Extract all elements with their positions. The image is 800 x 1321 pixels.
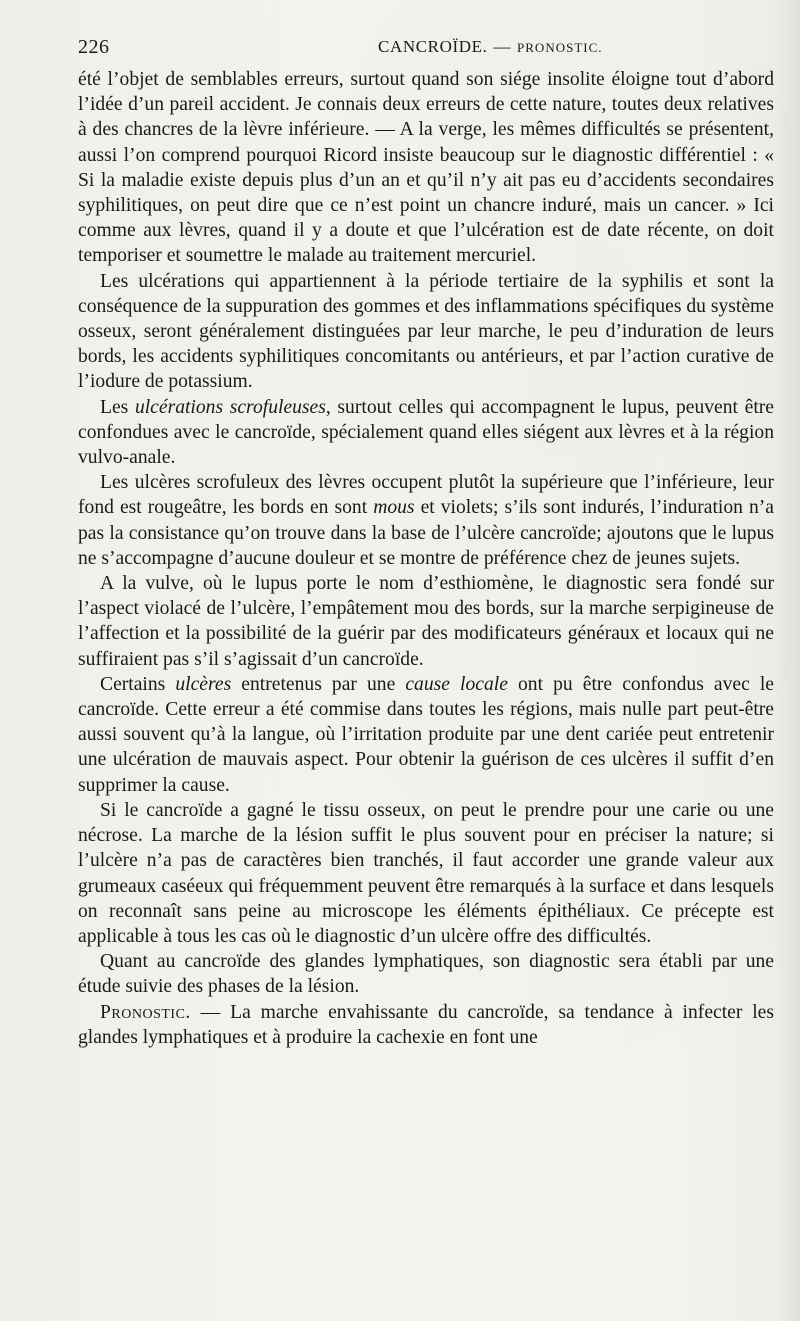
paragraph-6-rest: ont pu être confondus avec le cancroïde. Cette erreur a été commise dans toutes les régions, mais nulle part peut-être aussi souvent qu’à la langue, où l’irritation produite par une dent cariée peut entretenir une ulcération de mauvais aspect. Pour obtenir la guérison de ces ulcères il suffit d’en supprimer la cause. xyxy=(78,673,774,796)
paragraph-3-rest: , surtout celles qui accompagnent le lupus, peuvent être confondues avec le cancroïde, spécialement quand elles siégent aux lèvres et à la région vulvo-anale. xyxy=(78,396,774,469)
paragraph-6-italic-1: ulcères xyxy=(175,673,232,695)
running-title xyxy=(378,37,603,57)
paragraph-4-italic: mous xyxy=(373,497,415,519)
body-text xyxy=(78,67,774,1050)
section-label-pronostic: Pronostic. xyxy=(100,1001,191,1023)
paragraph-3-italic: ulcérations scrofuleuses xyxy=(134,396,326,418)
paragraph-6-start: Certains xyxy=(100,673,176,695)
paragraph-8: Quant au cancroïde des glandes lymphatiques, son diagnostic sera établi par une étude suivie des phases de la lésion. xyxy=(78,951,774,998)
page-number: 226 xyxy=(78,36,110,58)
page-edge-shadow xyxy=(774,0,800,1321)
chapter-title: CANCROÏDE. xyxy=(378,37,488,56)
paragraph-7: Si le cancroïde a gagné le tissu osseux, on peut le prendre pour une carie ou une nécrose. La marche de la lésion suffit le plus souvent pour en préciser la nature; si l’ulcère n’a pas de caractères bien tranchés, il faut accorder une grande valeur aux grumeaux caséeux qui fréquemment peuvent être remarqués à la surface et dans lesquels on reconnaît sans peine au microscope les éléments épithéliaux. Ce précepte est applicable à tous les cas où le diagnostic d’un ulcère offre des difficultés. xyxy=(78,799,774,947)
paragraph-9-rest: — La marche envahissante du cancroïde, sa tendance à infecter les glandes lymphatiques et à produire la cachexie en font une xyxy=(78,1001,774,1048)
paragraph-2: Les ulcérations qui appartiennent à la période tertiaire de la syphilis et sont la conséquence de la suppuration des gommes et des inflammations spécifiques du système osseux, seront généralement distinguées par leur marche, le peu d’induration de leurs bords, les accidents syphilitiques concomitants ou antérieurs, et par l’action curative de l’iodure de potassium. xyxy=(78,270,774,393)
paragraph-6 xyxy=(78,672,774,798)
paragraph-4-start: Les ulcères scrofuleux des lèvres occupent plutôt la supérieure que l’inférieure, leur fond est rougeâtre, les bords en sont xyxy=(78,472,774,519)
title-separator: — xyxy=(493,37,512,56)
section-title: PRONOSTIC. xyxy=(517,40,603,55)
running-head xyxy=(78,36,774,60)
paragraph-9 xyxy=(78,1000,774,1050)
paragraph-6-italic-2: cause locale xyxy=(405,673,508,695)
paragraph-1: été l’objet de semblables erreurs, surtout quand son siége insolite éloigne tout d’abord l’idée d’un pareil accident. Je connais deux erreurs de cette nature, toutes deux relatives à des chancres de la lèvre inférieure. — A la verge, les mêmes difficultés se présentent, aussi l’on comprend pourquoi Ricord insiste beaucoup sur le diagnostic différentiel : « Si la maladie existe depuis plus d’un an et qu’il n’y ait pas eu d’accidents secondaires syphilitiques, on peut dire que ce n’est point un chancre induré, mais un cancer. » Ici comme aux lèvres, quand il y a doute et que l’ulcération est de date récente, on doit temporiser et soumettre le malade au traitement mercuriel. xyxy=(78,69,774,267)
paragraph-3 xyxy=(78,395,774,471)
paragraph-4 xyxy=(78,470,774,571)
paragraph-5: A la vulve, où le lupus porte le nom d’esthiomène, le diagnostic sera fondé sur l’aspect violacé de l’ulcère, l’empâtement mou des bords, sur la marche serpigineuse de l’affection et la possibilité de la guérir par des modificateurs généraux et locaux qui ne suffiraient pas s’il s’agissait d’un cancroïde. xyxy=(78,573,774,670)
paragraph-4-rest: et violets; s’ils sont indurés, l’induration n’a pas la consistance qu’on trouve dans la base de l’ulcère cancroïde; ajoutons que le lupus ne s’accompagne d’aucune douleur et se montre de préférence chez de jeunes sujets. xyxy=(78,497,774,569)
paragraph-6-middle: entretenus par une xyxy=(231,673,406,695)
paragraph-3-start: Les xyxy=(100,396,135,418)
